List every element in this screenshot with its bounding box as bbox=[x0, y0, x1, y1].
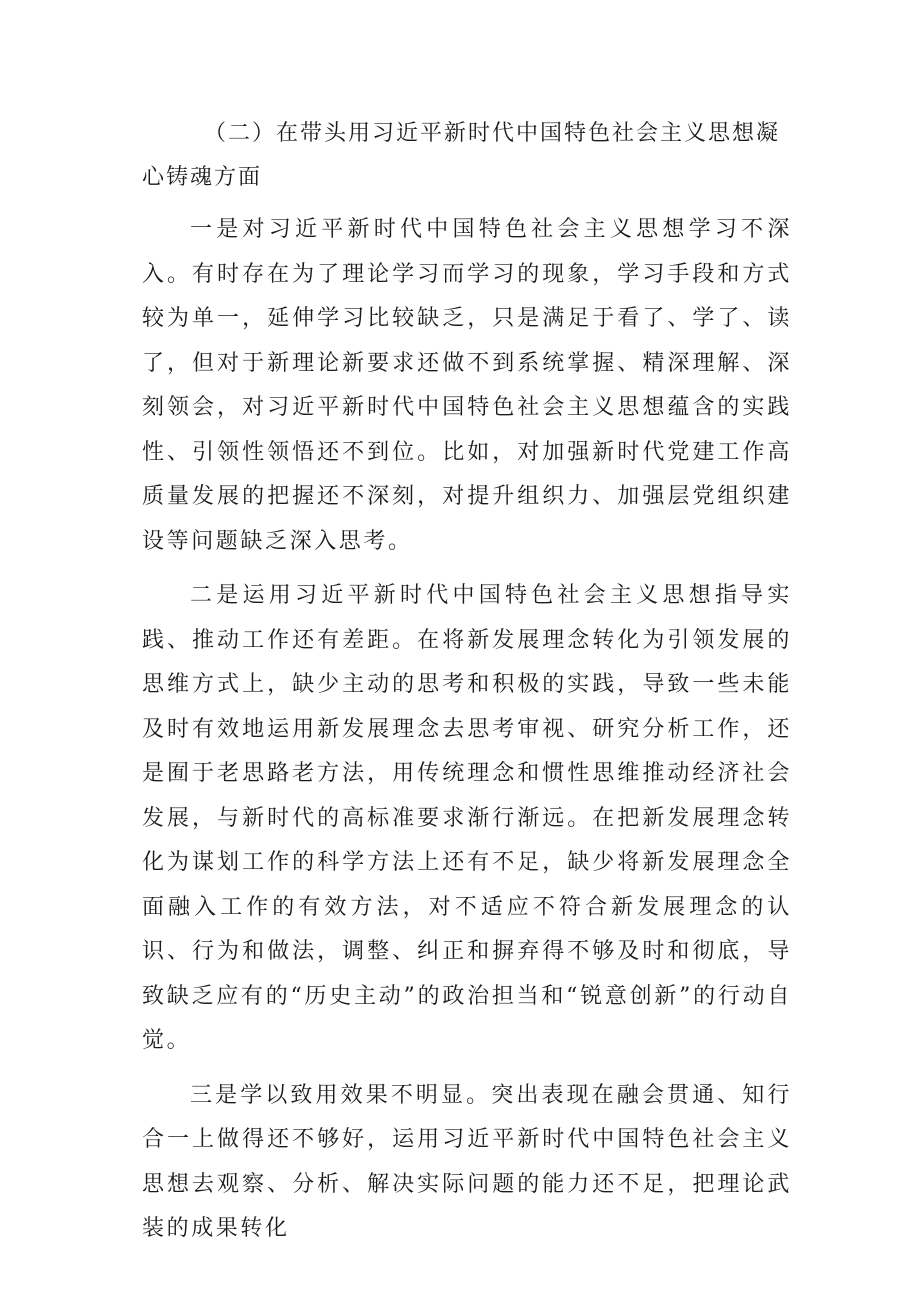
section-heading: （二）在带头用习近平新时代中国特色社会主义思想凝心铸魂方面 bbox=[142, 121, 781, 190]
document-page bbox=[142, 112, 792, 1262]
paragraph-1: 一是对习近平新时代中国特色社会主义思想学习不深入。有时存在为了理论学习而学习的现象，学习手段和方式较为单一，延伸学习比较缺乏，只是满足于看了、学了、读了，但对于新理论新要求还做不到系统掌握、精深理解、深刻领会，对习近平新时代中国特色社会主义思想蕴含的实践性、引领性领悟还不到位。比如，对加强新时代党建工作高质量发展的把握还不深刻，对提升组织力、加强层党组织建设等问题缺乏深入思考。 bbox=[142, 217, 792, 554]
paragraph-3: 三是学以致用效果不明显。突出表现在融会贯通、知行合一上做得还不够好，运用习近平新时代中国特色社会主义思想去观察、分析、解决实际问题的能力还不足，把理论武装的成果转化 bbox=[142, 1082, 792, 1241]
paragraph-2: 二是运用习近平新时代中国特色社会主义思想指导实践、推动工作还有差距。在将新发展理念转化为引领发展的思维方式上，缺少主动的思考和积极的实践，导致一些未能及时有效地运用新发展理念去思考审视、研究分析工作，还是囿于老思路老方法，用传统理念和惯性思维推动经济社会发展，与新时代的高标准要求渐行渐远。在把新发展理念转化为谋划工作的科学方法上还有不足，缺少将新发展理念全面融入工作的有效方法，对不适应不符合新发展理念的认识、行为和做法，调整、纠正和摒弃得不够及时和彻底，导致缺乏应有的“历史主动”的政治担当和“锐意创新”的行动自觉。 bbox=[142, 583, 792, 1053]
